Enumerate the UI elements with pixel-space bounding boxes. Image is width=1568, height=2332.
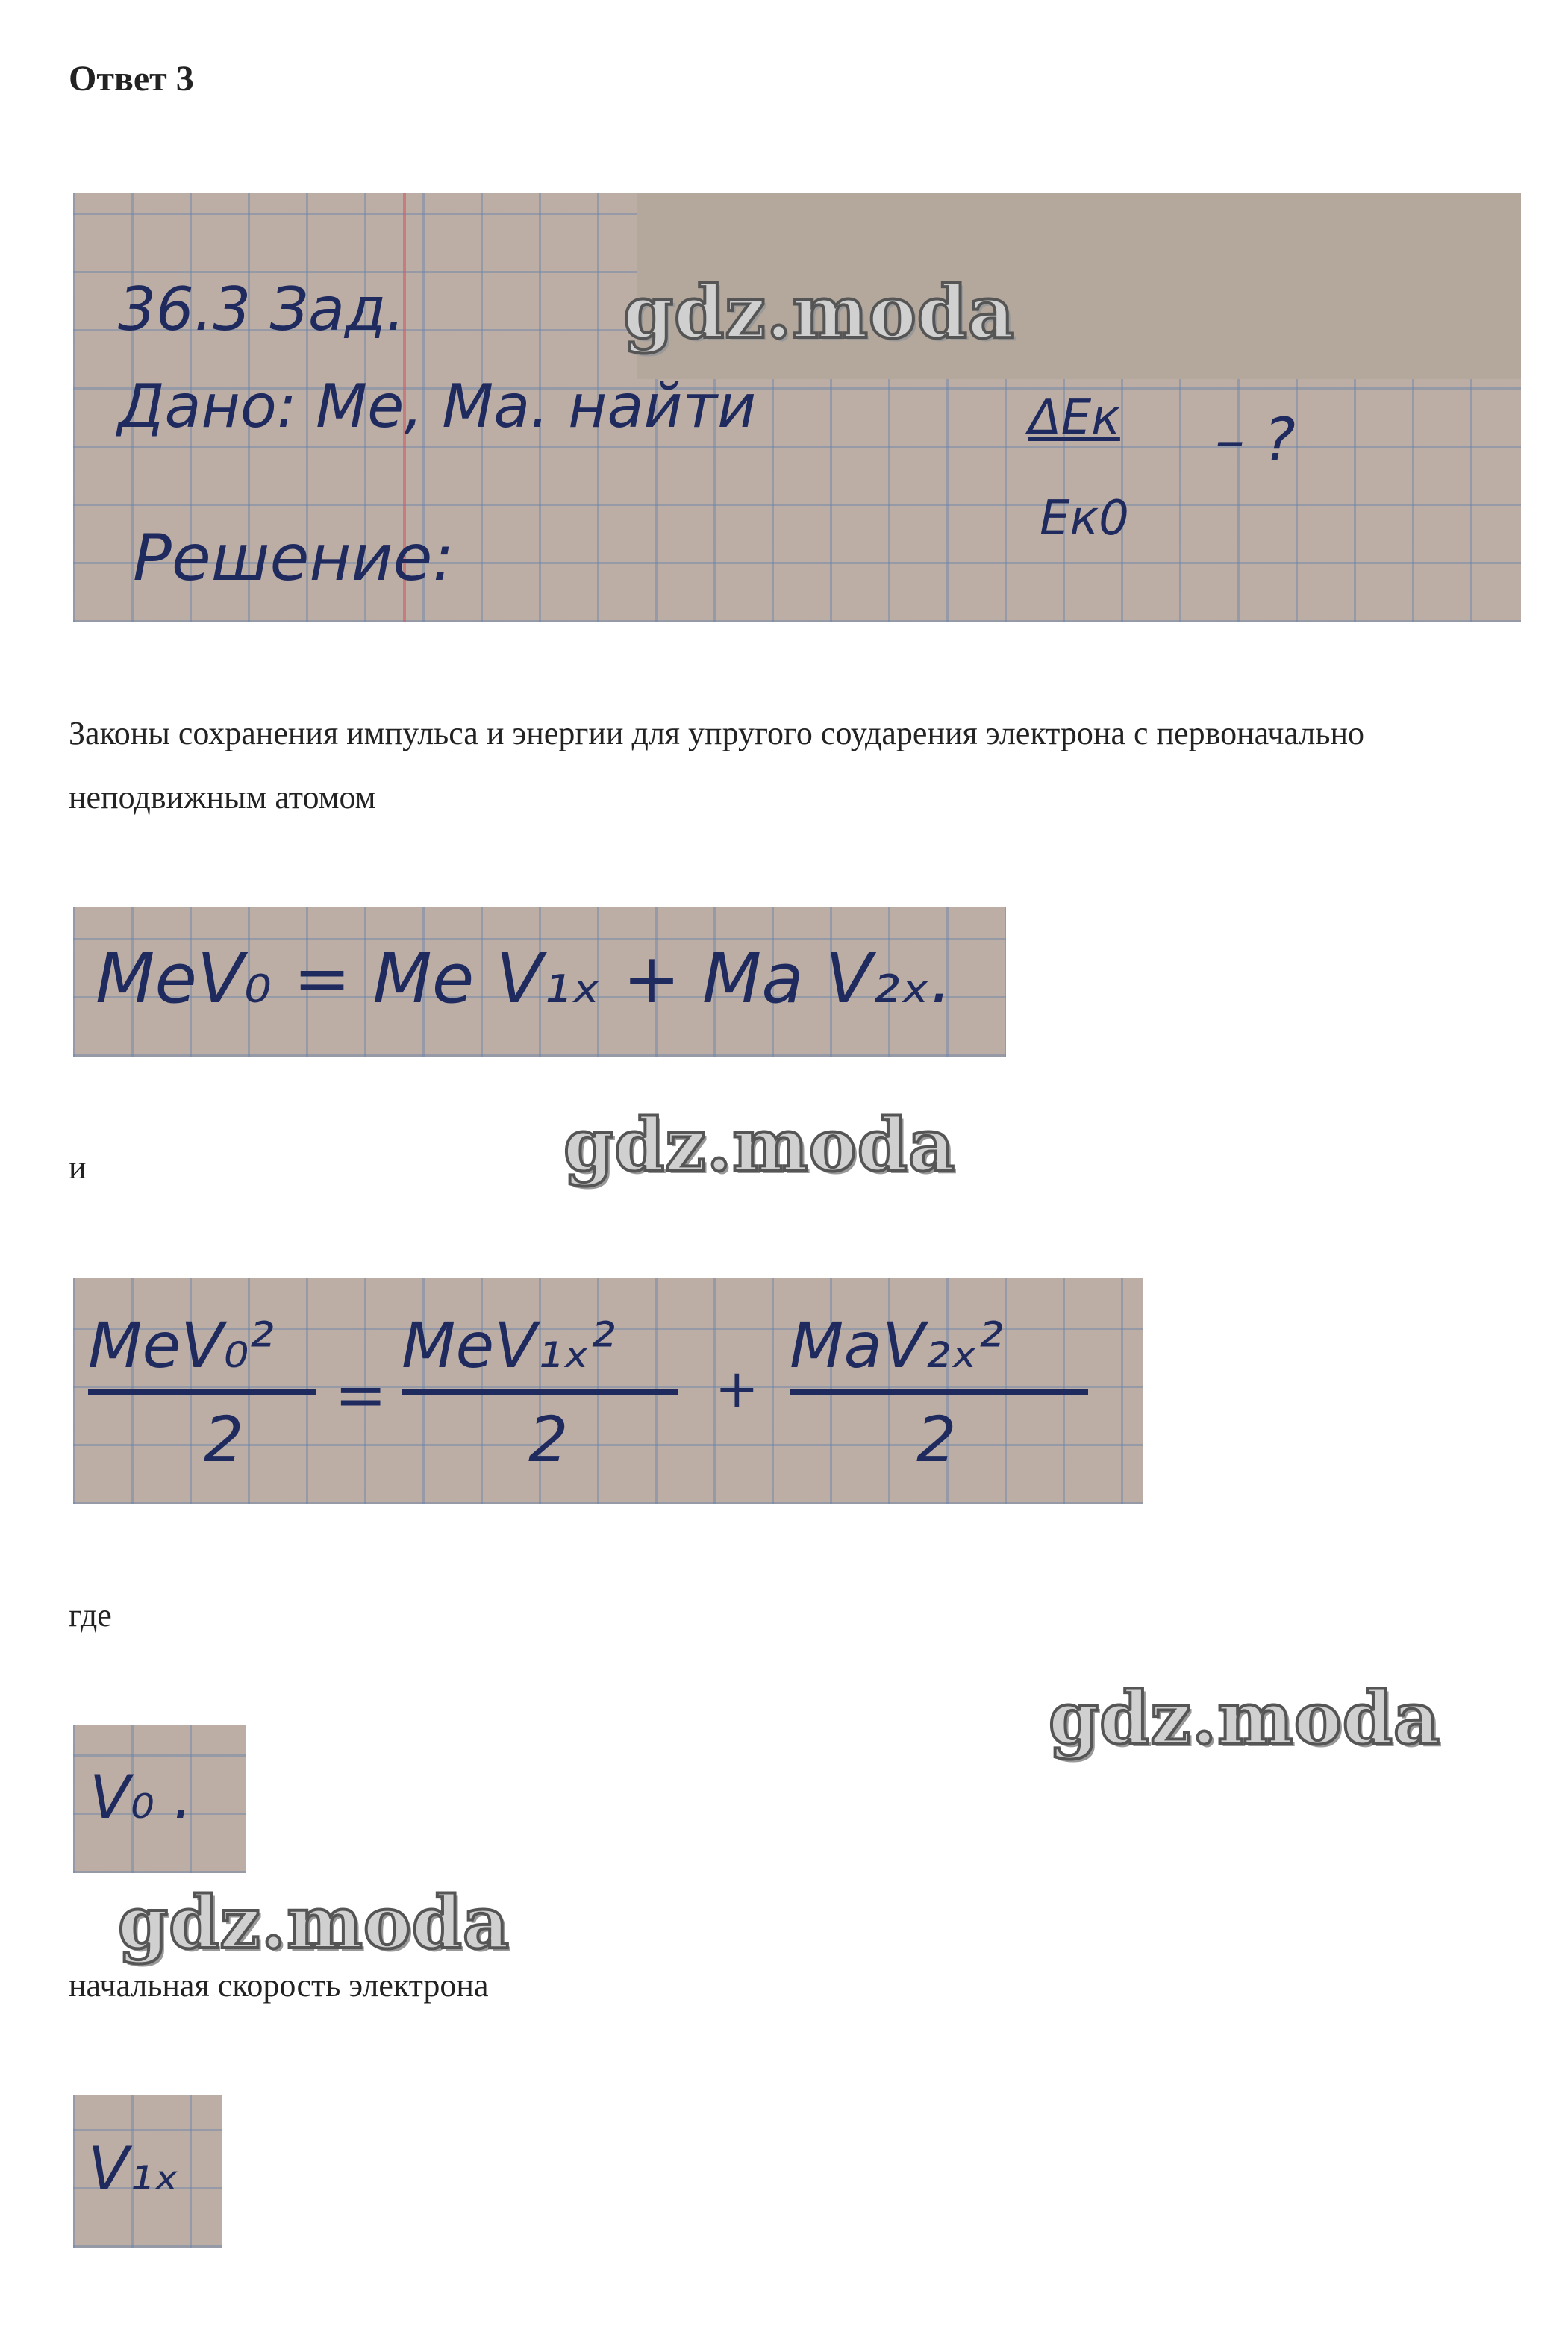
task-number: 36.3 Зад.	[118, 275, 405, 344]
energy-term3-den: 2	[916, 1403, 957, 1476]
momentum-formula: MeV₀ = Me V₁ₓ + Ma V₂ₓ.	[96, 939, 952, 1019]
v0-photo	[73, 1725, 246, 1873]
energy-term1-num: MeV₀²	[88, 1309, 274, 1382]
given-data-photo	[73, 193, 1521, 622]
given-line: Дано: Mе, Mа. найти	[118, 372, 757, 441]
energy-formula-photo	[73, 1278, 1143, 1504]
watermark-4: gdz.moda	[118, 1881, 510, 1965]
plus-sign: +	[715, 1358, 759, 1419]
energy-term2-num: MeV₁ₓ²	[402, 1309, 616, 1382]
answer-heading: Ответ 3	[69, 59, 194, 99]
fraction-numerator: ΔEк	[1028, 390, 1120, 446]
fraction-denominator: Eк0	[1040, 491, 1129, 546]
fraction-bar-3	[790, 1389, 1088, 1395]
v0-symbol: V₀ .	[90, 1763, 193, 1832]
energy-term2-den: 2	[528, 1403, 569, 1476]
conjunction-i: и	[69, 1149, 87, 1186]
fraction-bar-2	[402, 1389, 678, 1395]
watermark-2: gdz.moda	[563, 1103, 956, 1187]
watermark-3: gdz.moda	[1049, 1676, 1441, 1760]
v0-description: начальная скорость электрона	[69, 1967, 489, 2004]
v1x-photo	[73, 2095, 222, 2248]
watermark-1: gdz.moda	[623, 270, 1016, 354]
energy-term1-den: 2	[204, 1403, 244, 1476]
laws-paragraph: Законы сохранения импульса и энергии для упругого соударения электрона с первоначально неподвижным атомом	[69, 715, 1365, 816]
solution-label: Решение:	[133, 521, 455, 595]
fraction-tail: – ?	[1215, 405, 1296, 475]
where-word: где	[69, 1597, 112, 1634]
fraction-bar-1	[88, 1389, 316, 1395]
v1x-symbol: V₁ₓ	[88, 2134, 180, 2204]
momentum-formula-photo	[73, 907, 1006, 1057]
equals-sign: =	[334, 1358, 387, 1431]
energy-term3-num: MaV₂ₓ²	[790, 1309, 1004, 1382]
